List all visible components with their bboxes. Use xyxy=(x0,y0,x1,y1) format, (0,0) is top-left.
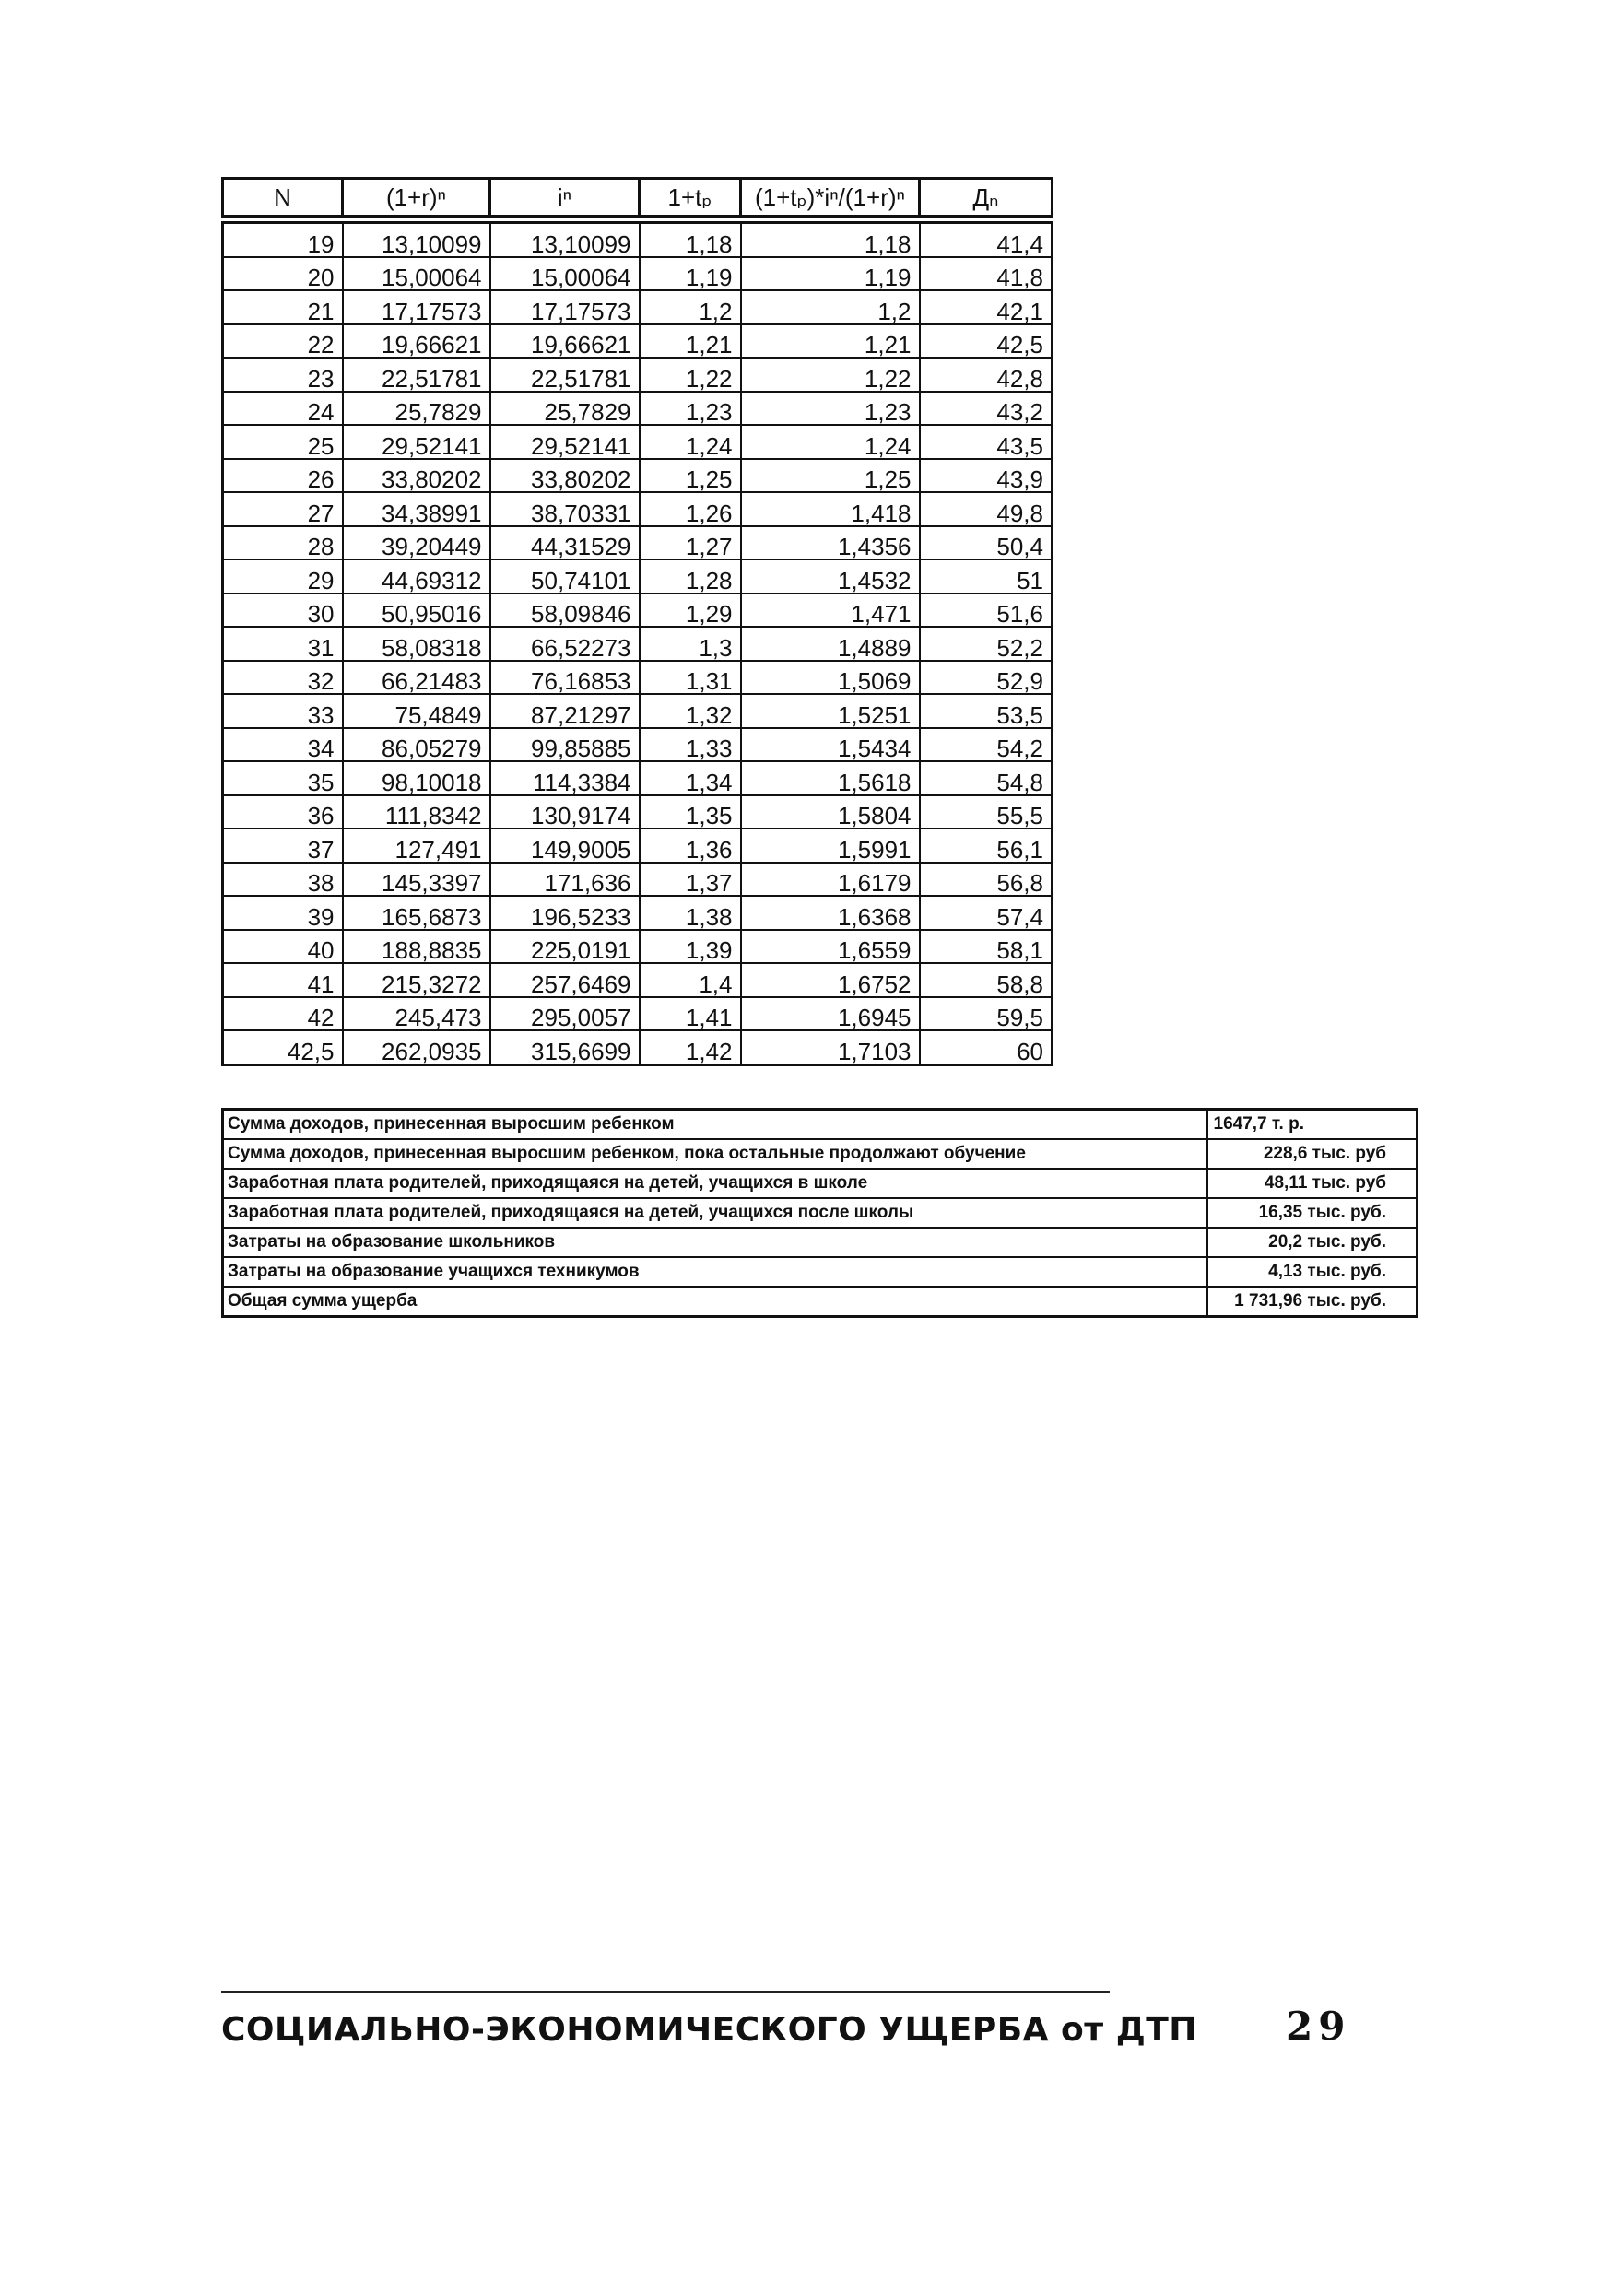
table-cell: 37 xyxy=(223,829,343,863)
table-cell: 1,22 xyxy=(640,358,741,392)
table-cell: 56,1 xyxy=(920,829,1053,863)
table-cell: 315,6699 xyxy=(490,1030,640,1064)
table-cell: 127,491 xyxy=(343,829,490,863)
table-cell: 42,8 xyxy=(920,358,1053,392)
table-cell: 58,8 xyxy=(920,963,1053,997)
table-cell: 1,23 xyxy=(741,392,920,426)
table-cell: 99,85885 xyxy=(490,728,640,762)
table-cell: 52,2 xyxy=(920,627,1053,661)
table-cell: 76,16853 xyxy=(490,661,640,695)
footer-title: СОЦИАЛЬНО-ЭКОНОМИЧЕСКОГО УЩЕРБА от ДТП xyxy=(221,2011,1197,2049)
table-cell: 22 xyxy=(223,324,343,359)
table-cell: 1,18 xyxy=(741,223,920,257)
table-cell: 43,5 xyxy=(920,425,1053,459)
table-cell: 1,5251 xyxy=(741,694,920,728)
table-cell: 1,5069 xyxy=(741,661,920,695)
table-cell: 1,35 xyxy=(640,795,741,829)
table-cell: 41,8 xyxy=(920,257,1053,291)
table-cell: 55,5 xyxy=(920,795,1053,829)
table-row xyxy=(223,459,1053,493)
table-cell: 196,5233 xyxy=(490,896,640,930)
page-number: 29 xyxy=(1286,2004,1351,2049)
table-cell: 1,42 xyxy=(640,1030,741,1064)
table-cell: 33 xyxy=(223,694,343,728)
table-cell: 19,66621 xyxy=(490,324,640,359)
table-cell: 1,24 xyxy=(741,425,920,459)
table-cell: 25,7829 xyxy=(343,392,490,426)
table-cell: 111,8342 xyxy=(343,795,490,829)
table-cell: 87,21297 xyxy=(490,694,640,728)
table-cell: 51,6 xyxy=(920,594,1053,628)
header-ratio: (1+tₚ)*iⁿ/(1+r)ⁿ xyxy=(741,179,920,217)
table-cell: 1,23 xyxy=(640,392,741,426)
table-cell: 171,636 xyxy=(490,863,640,897)
table-cell: 44,31529 xyxy=(490,526,640,560)
table-cell: 1,6368 xyxy=(741,896,920,930)
table-row xyxy=(223,795,1053,829)
summary-value: 228,6 тыс. руб xyxy=(1207,1139,1418,1169)
header-1-plus-tp: 1+tₚ xyxy=(640,179,741,217)
table-cell: 262,0935 xyxy=(343,1030,490,1064)
table-cell: 56,8 xyxy=(920,863,1053,897)
table-cell: 35 xyxy=(223,761,343,795)
table-cell: 38 xyxy=(223,863,343,897)
table-cell: 1,29 xyxy=(640,594,741,628)
table-cell: 50,74101 xyxy=(490,559,640,594)
table-cell: 30 xyxy=(223,594,343,628)
table-cell: 1,32 xyxy=(640,694,741,728)
table-cell: 1,25 xyxy=(741,459,920,493)
table-row xyxy=(223,963,1053,997)
table-row xyxy=(223,627,1053,661)
table-row xyxy=(223,863,1053,897)
table-cell: 1,37 xyxy=(640,863,741,897)
summary-label: Затраты на образование школьников xyxy=(223,1228,1207,1257)
table-cell: 1,7103 xyxy=(741,1030,920,1064)
table-cell: 225,0191 xyxy=(490,930,640,964)
summary-row xyxy=(223,1139,1418,1169)
table-row xyxy=(223,492,1053,526)
header-income: Дₙ xyxy=(920,179,1053,217)
table-row xyxy=(223,761,1053,795)
table-cell: 1,18 xyxy=(640,223,741,257)
table-row xyxy=(223,526,1053,560)
table-cell: 49,8 xyxy=(920,492,1053,526)
table-cell: 19,66621 xyxy=(343,324,490,359)
summary-value: 4,13 тыс. руб. xyxy=(1207,1257,1418,1287)
table-cell: 1,4889 xyxy=(741,627,920,661)
table-cell: 1,19 xyxy=(640,257,741,291)
table-cell: 41 xyxy=(223,963,343,997)
table-cell: 42 xyxy=(223,997,343,1031)
summary-value: 48,11 тыс. руб xyxy=(1207,1169,1418,1198)
table-cell: 25 xyxy=(223,425,343,459)
table-cell: 58,09846 xyxy=(490,594,640,628)
table-cell: 42,5 xyxy=(223,1030,343,1064)
table-cell: 1,22 xyxy=(741,358,920,392)
table-cell: 39,20449 xyxy=(343,526,490,560)
table-cell: 86,05279 xyxy=(343,728,490,762)
table-row xyxy=(223,392,1053,426)
table-cell: 17,17573 xyxy=(343,290,490,324)
table-cell: 54,8 xyxy=(920,761,1053,795)
table-cell: 1,38 xyxy=(640,896,741,930)
table-cell: 145,3397 xyxy=(343,863,490,897)
table-cell: 29,52141 xyxy=(490,425,640,459)
summary-label: Сумма доходов, принесенная выросшим ребенком, пока остальные продолжают обучение xyxy=(223,1139,1207,1169)
table-cell: 28 xyxy=(223,526,343,560)
table-cell: 66,52273 xyxy=(490,627,640,661)
table-row xyxy=(223,257,1053,291)
table-cell: 21 xyxy=(223,290,343,324)
table-cell: 1,471 xyxy=(741,594,920,628)
table-cell: 34,38991 xyxy=(343,492,490,526)
table-cell: 36 xyxy=(223,795,343,829)
table-cell: 27 xyxy=(223,492,343,526)
table-cell: 1,418 xyxy=(741,492,920,526)
table-cell: 188,8835 xyxy=(343,930,490,964)
table-cell: 1,39 xyxy=(640,930,741,964)
table-cell: 1,6179 xyxy=(741,863,920,897)
table-cell: 31 xyxy=(223,627,343,661)
summary-value: 1 731,96 тыс. руб. xyxy=(1207,1287,1418,1317)
table-cell: 54,2 xyxy=(920,728,1053,762)
table-cell: 33,80202 xyxy=(343,459,490,493)
table-cell: 34 xyxy=(223,728,343,762)
table-cell: 58,1 xyxy=(920,930,1053,964)
summary-value: 16,35 тыс. руб. xyxy=(1207,1198,1418,1228)
table-cell: 215,3272 xyxy=(343,963,490,997)
table-cell: 25,7829 xyxy=(490,392,640,426)
table-cell: 40 xyxy=(223,930,343,964)
summary-row xyxy=(223,1169,1418,1198)
table-cell: 66,21483 xyxy=(343,661,490,695)
table-cell: 59,5 xyxy=(920,997,1053,1031)
table-cell: 19 xyxy=(223,223,343,257)
table-cell: 13,10099 xyxy=(490,223,640,257)
table-cell: 29 xyxy=(223,559,343,594)
table-cell: 22,51781 xyxy=(490,358,640,392)
summary-label: Затраты на образование учащихся техникумов xyxy=(223,1257,1207,1287)
table-cell: 165,6873 xyxy=(343,896,490,930)
table-cell: 33,80202 xyxy=(490,459,640,493)
table-row xyxy=(223,324,1053,359)
table-cell: 1,5991 xyxy=(741,829,920,863)
table-cell: 1,24 xyxy=(640,425,741,459)
table-row xyxy=(223,290,1053,324)
table-cell: 17,17573 xyxy=(490,290,640,324)
table-row xyxy=(223,358,1053,392)
table-cell: 1,36 xyxy=(640,829,741,863)
table-cell: 295,0057 xyxy=(490,997,640,1031)
table-cell: 29,52141 xyxy=(343,425,490,459)
table-row xyxy=(223,930,1053,964)
table-cell: 1,27 xyxy=(640,526,741,560)
summary-row xyxy=(223,1287,1418,1317)
header-growth-factor: (1+r)ⁿ xyxy=(343,179,490,217)
table-row xyxy=(223,896,1053,930)
footer-rule xyxy=(221,1991,1110,1993)
table-cell: 1,5804 xyxy=(741,795,920,829)
table-cell: 22,51781 xyxy=(343,358,490,392)
summary-row xyxy=(223,1198,1418,1228)
table-cell: 38,70331 xyxy=(490,492,640,526)
summary-row xyxy=(223,1110,1418,1140)
table-cell: 53,5 xyxy=(920,694,1053,728)
table-row xyxy=(223,694,1053,728)
table-cell: 1,2 xyxy=(640,290,741,324)
header-index: iⁿ xyxy=(490,179,640,217)
data-table xyxy=(221,221,1053,1066)
table-cell: 149,9005 xyxy=(490,829,640,863)
table-cell: 1,6752 xyxy=(741,963,920,997)
table-cell: 13,10099 xyxy=(343,223,490,257)
table-cell: 1,19 xyxy=(741,257,920,291)
table-cell: 1,6559 xyxy=(741,930,920,964)
header-row xyxy=(223,179,1053,217)
table-cell: 1,34 xyxy=(640,761,741,795)
table-cell: 50,95016 xyxy=(343,594,490,628)
table-cell: 245,473 xyxy=(343,997,490,1031)
summary-value: 1647,7 т. р. xyxy=(1207,1110,1418,1140)
table-cell: 1,21 xyxy=(640,324,741,359)
table-cell: 50,4 xyxy=(920,526,1053,560)
table-cell: 75,4849 xyxy=(343,694,490,728)
table-cell: 1,5434 xyxy=(741,728,920,762)
table-cell: 58,08318 xyxy=(343,627,490,661)
table-cell: 60 xyxy=(920,1030,1053,1064)
summary-label: Заработная плата родителей, приходящаяся на детей, учащихся после школы xyxy=(223,1198,1207,1228)
table-cell: 1,3 xyxy=(640,627,741,661)
table-cell: 42,1 xyxy=(920,290,1053,324)
summary-row xyxy=(223,1228,1418,1257)
table-cell: 43,2 xyxy=(920,392,1053,426)
table-cell: 114,3384 xyxy=(490,761,640,795)
table-cell: 98,10018 xyxy=(343,761,490,795)
table-cell: 1,4 xyxy=(640,963,741,997)
table-header xyxy=(221,177,1053,218)
table-cell: 32 xyxy=(223,661,343,695)
table-cell: 52,9 xyxy=(920,661,1053,695)
table-cell: 1,28 xyxy=(640,559,741,594)
header-n: N xyxy=(223,179,343,217)
summary-label: Общая сумма ущерба xyxy=(223,1287,1207,1317)
summary-row xyxy=(223,1257,1418,1287)
table-cell: 1,25 xyxy=(640,459,741,493)
table-cell: 26 xyxy=(223,459,343,493)
table-row xyxy=(223,223,1053,257)
table-cell: 1,31 xyxy=(640,661,741,695)
table-cell: 1,6945 xyxy=(741,997,920,1031)
table-row xyxy=(223,559,1053,594)
table-row xyxy=(223,1030,1053,1064)
table-cell: 51 xyxy=(920,559,1053,594)
table-cell: 39 xyxy=(223,896,343,930)
table-cell: 15,00064 xyxy=(343,257,490,291)
table-cell: 257,6469 xyxy=(490,963,640,997)
table-row xyxy=(223,425,1053,459)
table-cell: 24 xyxy=(223,392,343,426)
summary-label: Заработная плата родителей, приходящаяся на детей, учащихся в школе xyxy=(223,1169,1207,1198)
summary-table xyxy=(221,1108,1418,1318)
summary-label: Сумма доходов, принесенная выросшим ребенком xyxy=(223,1110,1207,1140)
table-row xyxy=(223,728,1053,762)
table-cell: 1,33 xyxy=(640,728,741,762)
table-cell: 1,41 xyxy=(640,997,741,1031)
table-cell: 41,4 xyxy=(920,223,1053,257)
table-cell: 20 xyxy=(223,257,343,291)
table-cell: 1,2 xyxy=(741,290,920,324)
table-row xyxy=(223,594,1053,628)
table-cell: 15,00064 xyxy=(490,257,640,291)
table-cell: 23 xyxy=(223,358,343,392)
table-cell: 1,26 xyxy=(640,492,741,526)
table-cell: 44,69312 xyxy=(343,559,490,594)
table-row xyxy=(223,829,1053,863)
table-cell: 1,4532 xyxy=(741,559,920,594)
table-cell: 1,5618 xyxy=(741,761,920,795)
table-cell: 130,9174 xyxy=(490,795,640,829)
table-cell: 43,9 xyxy=(920,459,1053,493)
table-cell: 57,4 xyxy=(920,896,1053,930)
table-row xyxy=(223,997,1053,1031)
table-cell: 1,4356 xyxy=(741,526,920,560)
summary-value: 20,2 тыс. руб. xyxy=(1207,1228,1418,1257)
table-cell: 42,5 xyxy=(920,324,1053,359)
table-cell: 1,21 xyxy=(741,324,920,359)
table-row xyxy=(223,661,1053,695)
